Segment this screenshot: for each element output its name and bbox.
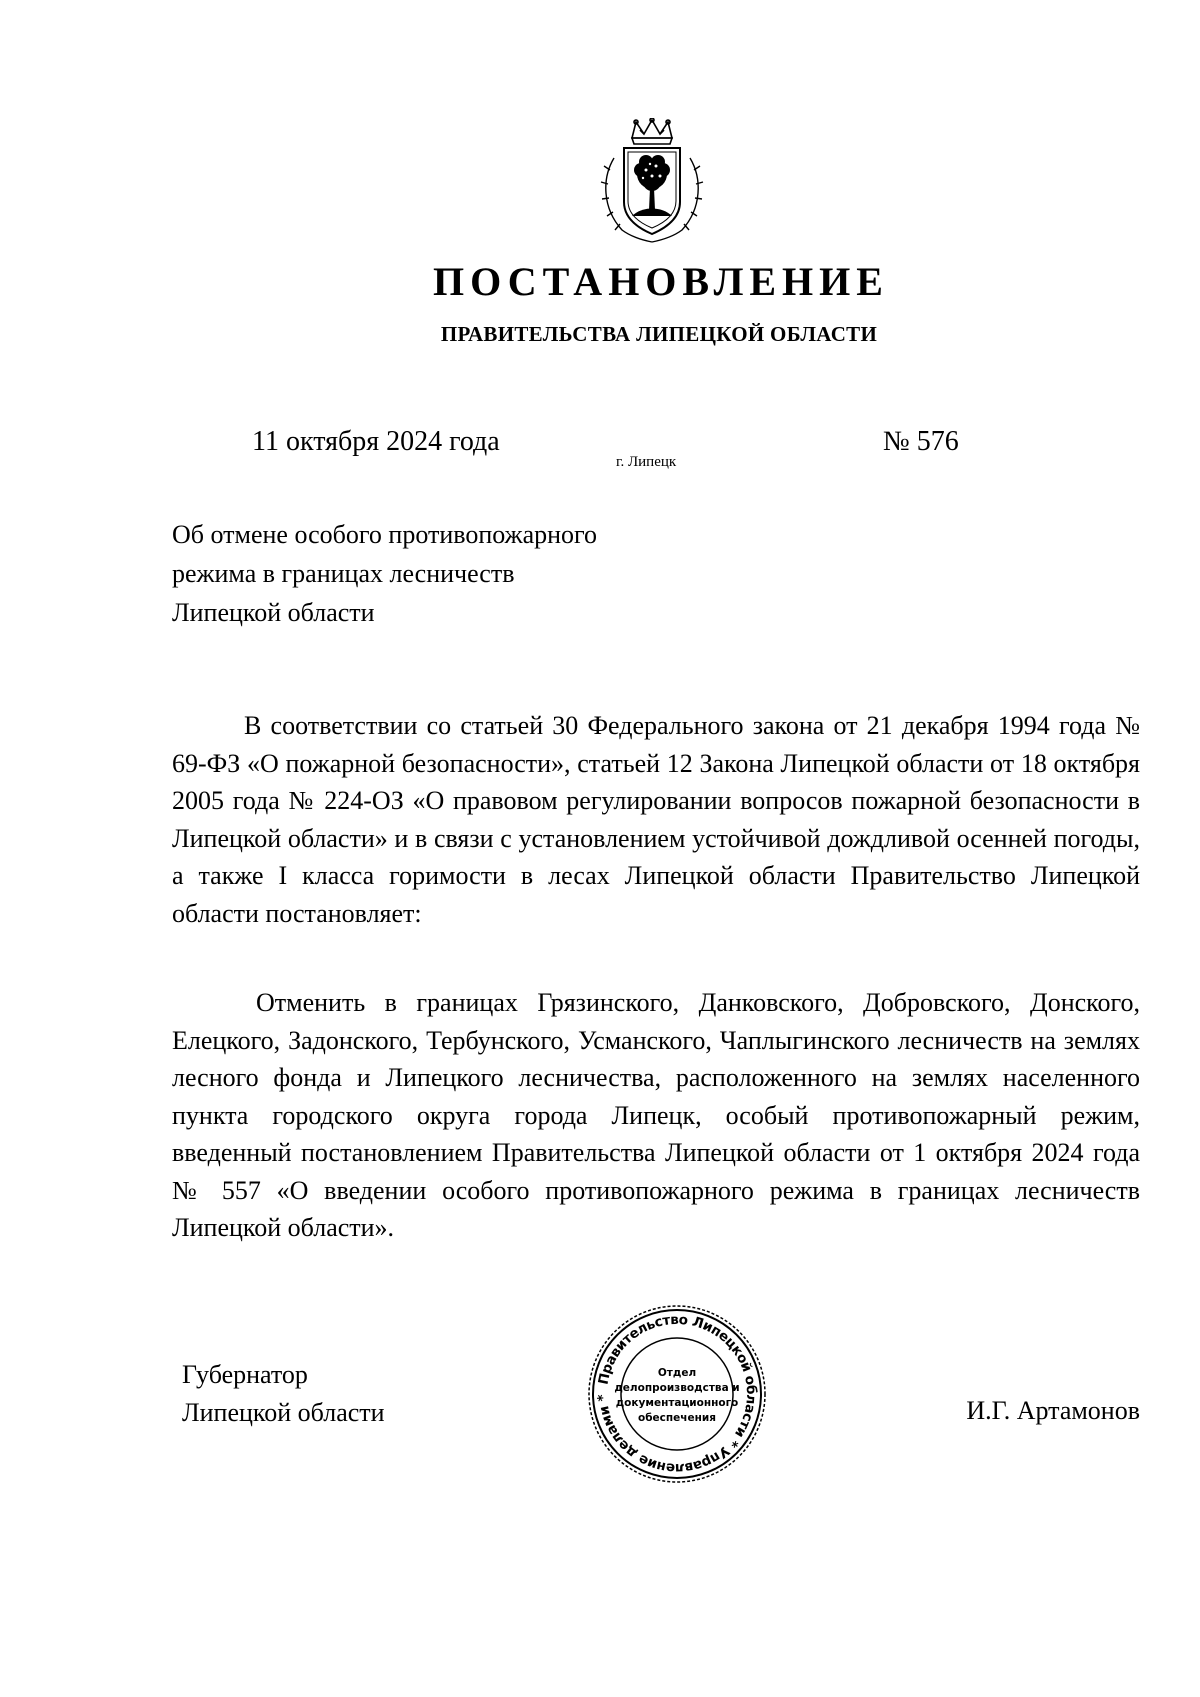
- subject-line: Липецкой области: [172, 598, 375, 627]
- subject-line: Об отмене особого противопожарного: [172, 520, 598, 549]
- official-stamp: [585, 1302, 769, 1486]
- signatory-position-line: Губернатор: [182, 1360, 308, 1389]
- coat-of-arms-icon: [596, 118, 708, 244]
- document-subtitle: ПРАВИТЕЛЬСТВА ЛИПЕЦКОЙ ОБЛАСТИ: [440, 322, 878, 346]
- subject-line: режима в границах лесничеств: [172, 559, 515, 588]
- document-date: 11 октября 2024 года: [252, 426, 500, 457]
- document-title: ПОСТАНОВЛЕНИЕ: [433, 259, 889, 304]
- stamp-inner-line: обеспечения: [638, 1412, 716, 1424]
- signatory-position: [182, 1356, 385, 1432]
- document-number: № 576: [883, 426, 959, 457]
- document-subject: [172, 515, 597, 632]
- svg-text:Правительство Липецкой области: [595, 1312, 759, 1476]
- body-paragraph-preamble: В соответствии со статьей 30 Федерального закона от 21 декабря 1994 года № 69-ФЗ «О пожарной безопасности», статьей 12 Закона Липецкой области от 18 октября 2005 года № 224-ОЗ «О правовом регулировании вопросов пожарной безопасности в Липецкой области» и в связи с установлением устойчивой дождливой осенней погоды, а также I класса горимости в лесах Липецкой области Правительство Липецкой области постановляет:: [172, 711, 1140, 928]
- stamp-inner-line: Отдел: [657, 1367, 697, 1379]
- stamp-inner-line: документационного: [615, 1397, 739, 1409]
- document-city: г. Липецк: [616, 454, 677, 470]
- signatory-name: И.Г. Артамонов: [966, 1396, 1140, 1425]
- body-paragraph-decision: Отменить в границах Грязинского, Данковского, Добровского, Донского, Елецкого, Задонского, Тербунского, Усманского, Чаплыгинского лесничеств на землях лесного фонда и Липецкого лесничества, расположенного на землях населенного пункта городского округа города Липецк, особый противопожарный режим, введенный постановлением Правительства Липецкой области от 1 октября 2024 года № 557 «О введении особого противопожарного режима в границах лесничеств Липецкой области».: [172, 988, 1140, 1242]
- signatory-position-line: Липецкой области: [182, 1398, 385, 1427]
- stamp-inner-line: делопроизводства и: [614, 1382, 740, 1394]
- stamp-outer-text: Правительство Липецкой области * Управление делами *: [594, 1311, 760, 1477]
